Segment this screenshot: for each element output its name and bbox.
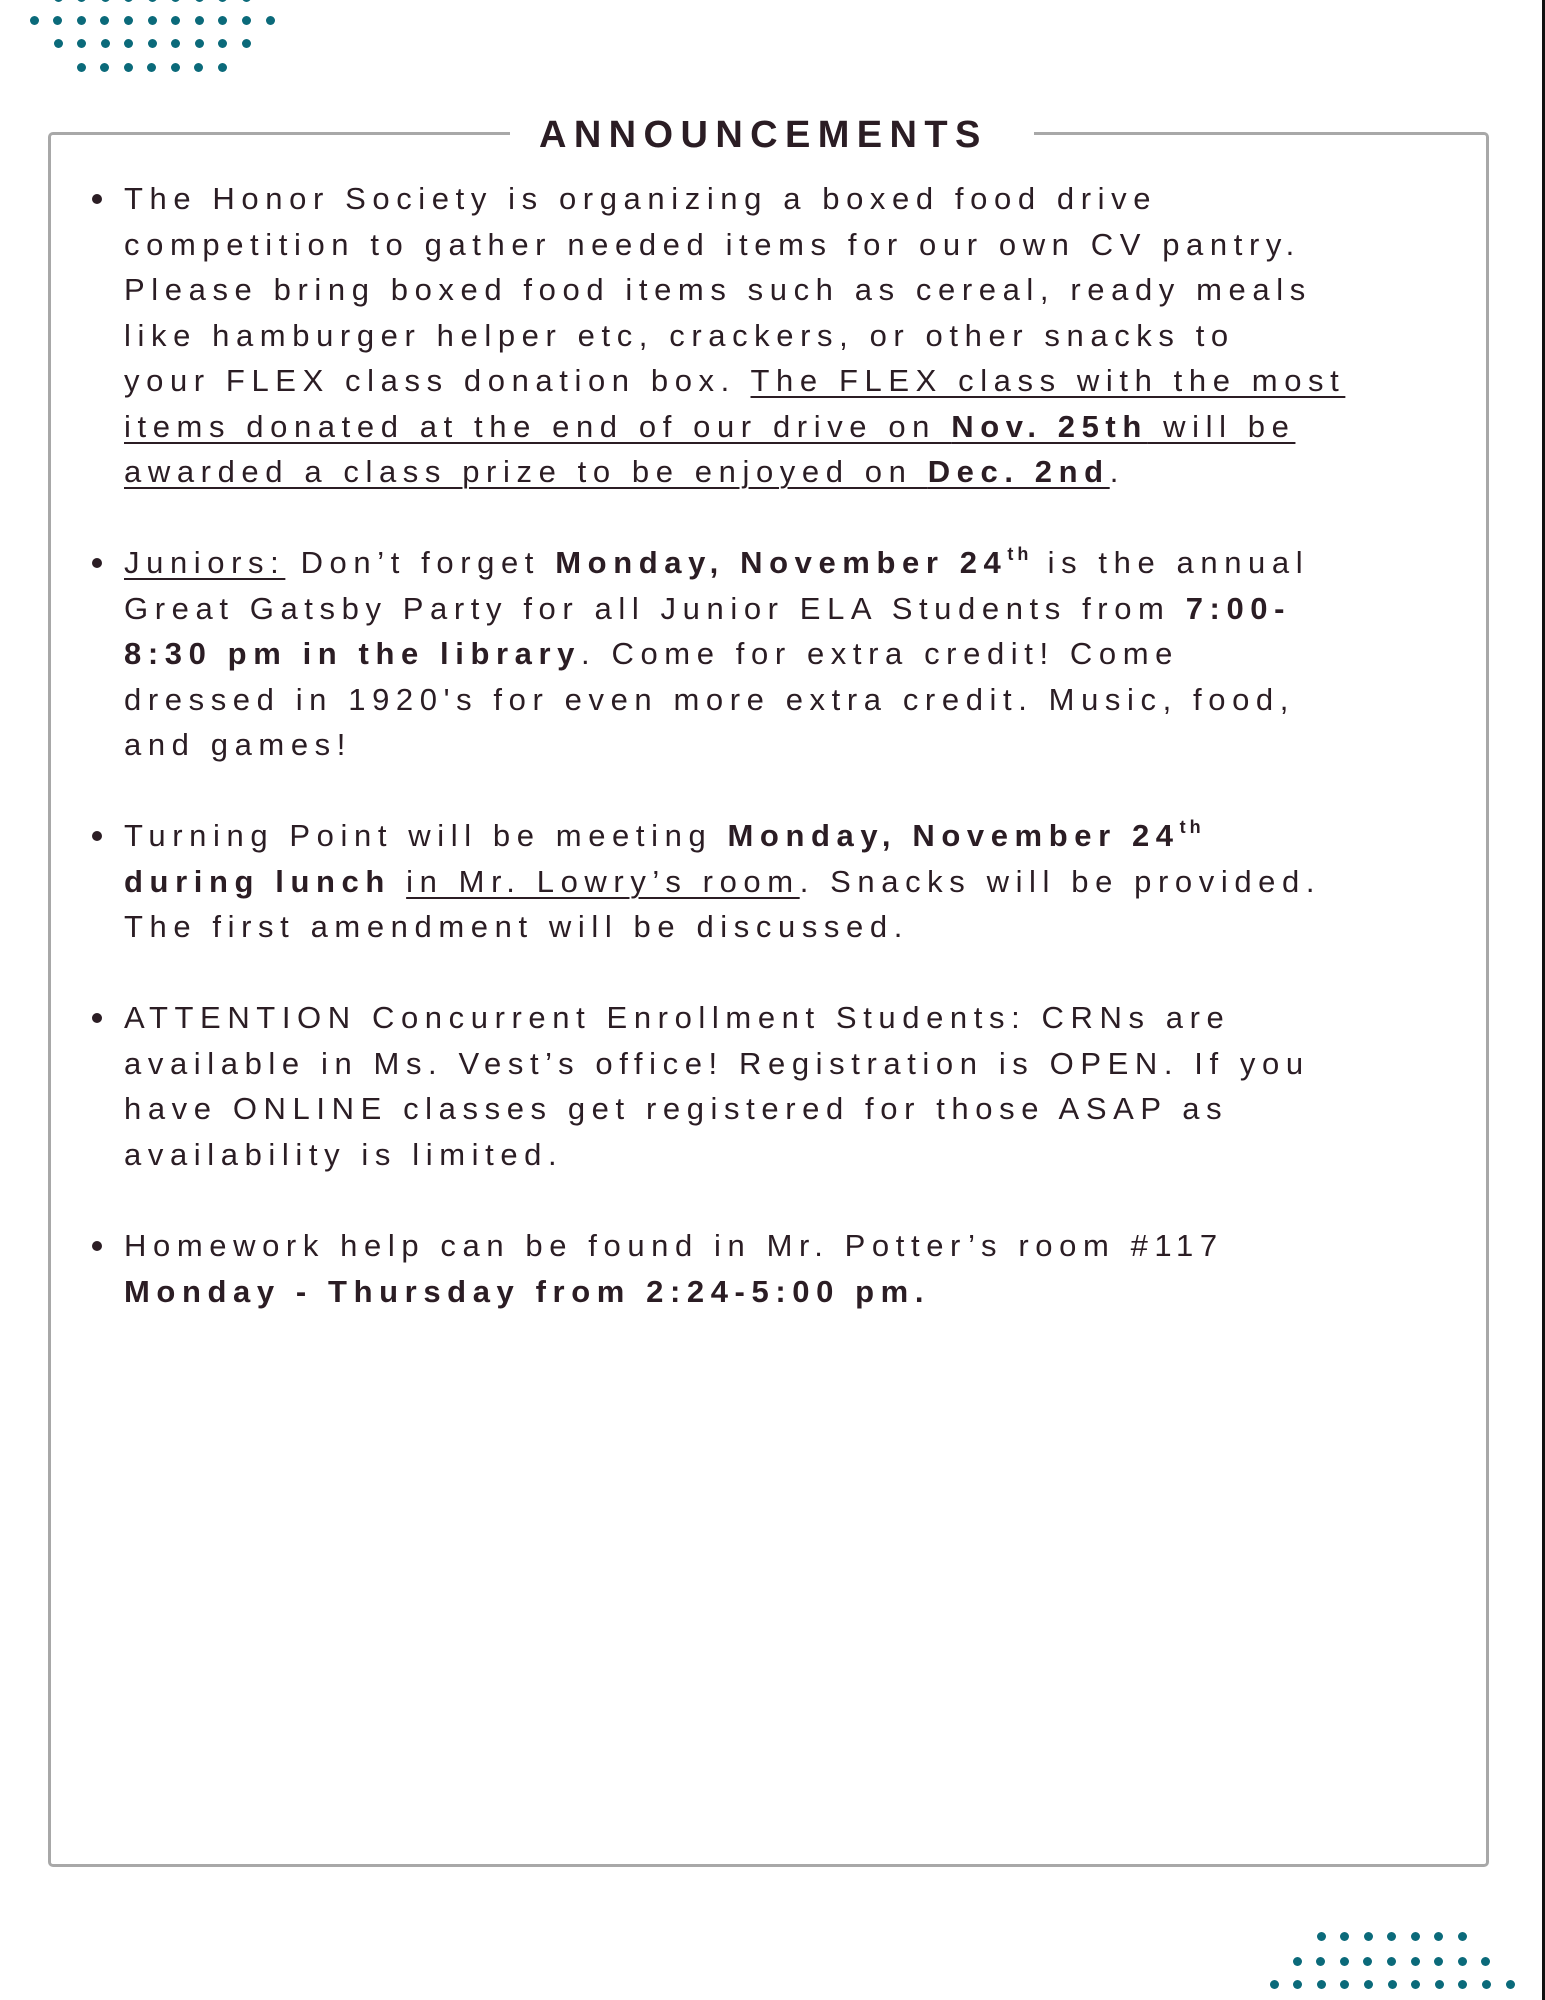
announcement-line xyxy=(124,995,1230,1041)
bold-text: Monday - Thursday from 2:24-5:00 pm. xyxy=(124,1273,931,1309)
announcement-line xyxy=(124,449,1125,495)
underlined-text: The FLEX class with the most xyxy=(750,363,1346,398)
bullet-icon xyxy=(92,1241,102,1251)
dot xyxy=(77,16,86,25)
dot xyxy=(1388,1980,1397,1989)
dot xyxy=(1364,1932,1373,1941)
dot xyxy=(266,16,275,25)
underlined-text: will be xyxy=(1147,408,1296,444)
dot xyxy=(77,39,86,48)
dot xyxy=(195,0,204,2)
announcement-line xyxy=(124,722,352,768)
announcement-line xyxy=(124,267,1312,313)
dot xyxy=(124,39,133,48)
dot xyxy=(1434,1932,1443,1941)
text-segment: . Snacks will be provided. xyxy=(799,863,1322,899)
announcement-line xyxy=(124,358,1345,404)
announcement-line xyxy=(124,859,1321,905)
dot xyxy=(100,16,109,25)
text-segment: ATTENTION Concurrent Enrollment Students: CRNs are xyxy=(124,1000,1231,1035)
dot xyxy=(171,63,180,72)
dot xyxy=(1293,1980,1302,1989)
dot xyxy=(1387,1932,1396,1941)
dot xyxy=(1293,1957,1302,1966)
text-segment: available in Ms. Vest’s office! Registration is OPEN. If you xyxy=(124,1045,1310,1081)
dot xyxy=(1506,1980,1515,1989)
underlined-text: items donated at the end of our drive on xyxy=(124,408,952,444)
text-segment: is the annual xyxy=(1032,545,1310,580)
text-segment: Turning Point will be meeting xyxy=(124,818,728,853)
text-segment: competition to gather needed items for our own CV pantry. xyxy=(124,226,1301,262)
underlined-text: awarded a class prize to be enjoyed on xyxy=(124,454,928,489)
dot xyxy=(101,39,110,48)
dot xyxy=(1434,1957,1443,1966)
dot xyxy=(124,63,133,72)
text-segment: and games! xyxy=(124,727,352,762)
announcement-line xyxy=(124,813,1205,859)
dot xyxy=(1363,1957,1372,1966)
dot xyxy=(148,16,157,25)
bullet-icon xyxy=(92,194,102,204)
dot xyxy=(148,39,157,48)
dot xyxy=(1482,1980,1491,1989)
dot xyxy=(100,63,109,72)
bold-text: Monday, November 24 xyxy=(727,818,1180,853)
announcement-line xyxy=(124,404,1295,450)
bold-underlined-text: Dec. 2nd xyxy=(927,454,1110,489)
announcement-line xyxy=(124,631,1179,677)
dot xyxy=(124,0,133,2)
dot xyxy=(30,16,39,25)
announcement-line xyxy=(124,313,1235,359)
dot xyxy=(148,0,157,2)
dot xyxy=(101,0,110,2)
announcement-line xyxy=(124,677,1295,723)
dot xyxy=(1458,1932,1467,1941)
ordinal-superscript: th xyxy=(1007,544,1033,564)
bullet-icon xyxy=(92,1013,102,1023)
dot xyxy=(218,16,227,25)
dot xyxy=(1411,1932,1420,1941)
text-segment: Great Gatsby Party for all Junior ELA Students from xyxy=(124,590,1186,626)
announcement-line xyxy=(124,176,1157,222)
announcement-line xyxy=(124,1041,1310,1087)
dot xyxy=(171,0,180,2)
bold-text: during lunch xyxy=(124,863,391,899)
dot xyxy=(1317,1932,1326,1941)
dot xyxy=(1316,1957,1325,1966)
text-segment: Please bring boxed food items such as cereal, ready meals xyxy=(124,272,1312,307)
dot xyxy=(195,16,204,25)
underlined-text: Juniors: xyxy=(124,545,286,580)
text-segment: . Come for extra credit! Come xyxy=(581,636,1180,671)
announcement-line xyxy=(124,1132,563,1178)
dot xyxy=(54,39,63,48)
announcement-line xyxy=(124,540,1309,586)
dot xyxy=(218,39,227,48)
text-segment: . xyxy=(1109,454,1125,489)
dot xyxy=(124,16,133,25)
announcement-line xyxy=(124,904,909,950)
dot xyxy=(242,16,251,25)
text-segment: have ONLINE classes get registered for those ASAP as xyxy=(124,1091,1229,1126)
page-title: ANNOUNCEMENTS xyxy=(539,114,988,156)
dot xyxy=(1270,1980,1279,1989)
text-segment: like hamburger helper etc, crackers, or other snacks to xyxy=(124,317,1235,353)
bullet-icon xyxy=(92,831,102,841)
dot xyxy=(147,63,156,72)
underlined-text: in Mr. Lowry’s room xyxy=(406,863,800,899)
dot xyxy=(1340,1957,1349,1966)
dot xyxy=(53,16,62,25)
dot xyxy=(242,0,251,2)
dot xyxy=(1411,1957,1420,1966)
announcement-line xyxy=(124,1086,1228,1132)
dot xyxy=(1411,1980,1420,1989)
dot xyxy=(1317,1980,1326,1989)
dot xyxy=(1340,1932,1349,1941)
dot xyxy=(1458,1980,1467,1989)
bold-text: 7:00- xyxy=(1185,590,1292,626)
announcement-line xyxy=(124,1223,1224,1269)
bold-text: Monday, November 24 xyxy=(555,545,1008,580)
text-segment: The first amendment will be discussed. xyxy=(124,909,909,944)
dot xyxy=(171,39,180,48)
dot xyxy=(77,0,86,2)
text-segment: Don’t forget xyxy=(285,545,556,580)
text-segment: The Honor Society is organizing a boxed food drive xyxy=(124,181,1158,216)
dot xyxy=(1435,1980,1444,1989)
dot xyxy=(1340,1980,1349,1989)
dot xyxy=(1458,1957,1467,1966)
bold-text: 8:30 pm in the library xyxy=(124,636,582,671)
dot xyxy=(218,0,227,2)
text-segment: Homework help can be found in Mr. Potter’s room #117 xyxy=(124,1228,1224,1263)
dot xyxy=(1387,1957,1396,1966)
announcement-line xyxy=(124,222,1301,268)
text-segment: dressed in 1920's for even more extra credit. Music, food, xyxy=(124,681,1295,717)
dot xyxy=(1481,1957,1490,1966)
ordinal-superscript: th xyxy=(1179,817,1205,837)
text-segment: your FLEX class donation box. xyxy=(124,363,751,398)
dot xyxy=(218,63,227,72)
dot xyxy=(242,39,251,48)
dot xyxy=(1364,1980,1373,1989)
bold-underlined-text: Nov. 25th xyxy=(951,408,1148,444)
dot xyxy=(54,0,63,2)
announcement-line xyxy=(124,586,1291,632)
dot xyxy=(77,63,86,72)
dot xyxy=(194,63,203,72)
announcement-line xyxy=(124,1269,930,1315)
text-segment xyxy=(391,864,406,899)
dot xyxy=(171,16,180,25)
dot xyxy=(195,39,204,48)
bullet-icon xyxy=(92,558,102,568)
text-segment: availability is limited. xyxy=(124,1136,564,1172)
